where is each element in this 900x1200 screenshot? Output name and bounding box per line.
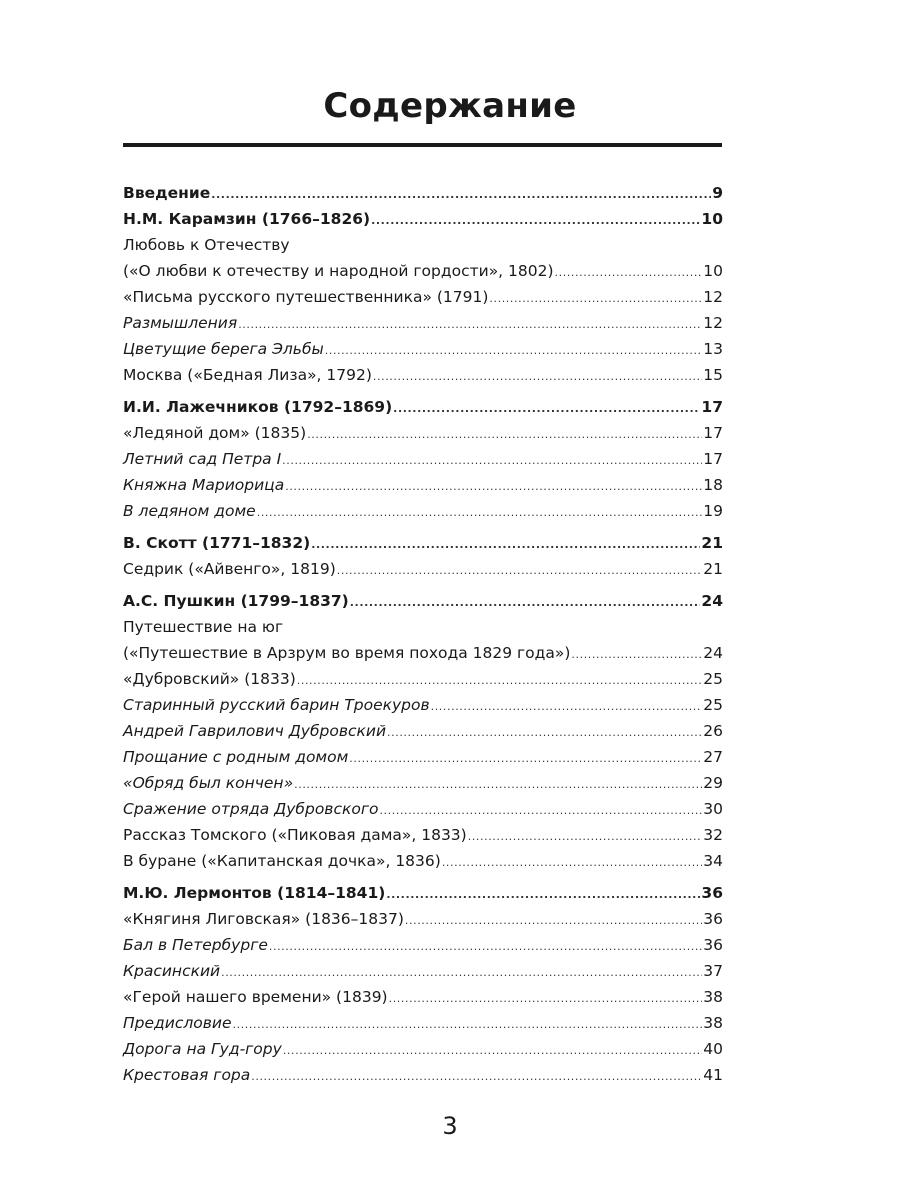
toc-entry [123,640,723,666]
toc-entry-title: «Письма русского путешественника» (1791) [123,288,489,306]
toc-entry [123,472,723,498]
toc-entry-title: Введение [123,184,211,202]
toc-entry-title: Княжна Мариорица [123,476,285,494]
toc-entry-title: «Герой нашего времени» (1839) [123,988,388,1006]
toc-entry-title: Крестовая гора [123,1066,251,1084]
toc-entry [123,1010,723,1036]
toc-section-heading [123,880,723,906]
page-title: Содержание [323,86,577,126]
toc-dot-leader [311,532,700,558]
toc-entry-page: 10 [701,210,723,228]
toc-dot-leader [393,396,700,422]
toc-entry [123,614,723,640]
toc-entry [123,932,723,958]
toc-section-heading [123,530,723,556]
toc-entry-title: В. Скотт (1771–1832) [123,534,311,552]
toc-entry-page: 17 [703,450,723,468]
toc-entry-page: 37 [703,962,723,980]
toc-entry-page: 32 [703,826,723,844]
toc-dot-leader [283,1038,702,1064]
toc-entry-page: 27 [703,748,723,766]
toc-entry [123,446,723,472]
toc-dot-leader [211,182,711,208]
toc-entry-page: 41 [703,1066,723,1084]
toc-dot-leader [297,668,703,694]
toc-entry-title: Бал в Петербурге [123,936,268,954]
toc-section-heading [123,180,723,206]
toc-entry-page: 19 [703,502,723,520]
toc-entry-title: «Дубровский» (1833) [123,670,296,688]
toc-entry-title: В буране («Капитанская дочка», 1836) [123,852,441,870]
toc-entry-page: 36 [701,884,723,902]
toc-dot-leader [389,986,703,1012]
toc-section-heading [123,206,723,232]
toc-entry-title: Андрей Гаврилович Дубровский [123,722,387,740]
toc-entry [123,822,723,848]
toc-entry-page: 12 [703,288,723,306]
toc-entry [123,692,723,718]
toc-entry-title: Прощание с родным домом [123,748,349,766]
toc-entry-page: 25 [703,670,723,688]
toc-entry-page: 10 [703,262,723,280]
toc-entry [123,498,723,524]
toc-entry [123,258,723,284]
toc-entry-title: «Ледяной дом» (1835) [123,424,307,442]
toc-entry-page: 9 [712,184,723,202]
toc-entry [123,718,723,744]
toc-dot-leader [337,558,703,584]
toc-entry-title: Дорога на Гуд-гору [123,1040,282,1058]
toc-entry-title: Предисловие [123,1014,232,1032]
toc-entry-title: И.И. Лажечников (1792–1869) [123,398,393,416]
toc-dot-leader [555,260,703,286]
toc-entry [123,420,723,446]
toc-entry [123,336,723,362]
toc-dot-leader [405,908,702,934]
toc-entry-page: 24 [703,644,723,662]
toc-dot-leader [251,1064,702,1090]
toc-entry [123,984,723,1010]
toc-dot-leader [269,934,702,960]
toc-entry-page: 17 [703,424,723,442]
toc-entry-page: 21 [701,534,723,552]
toc-entry-page: 40 [703,1040,723,1058]
toc-entry-page: 17 [701,398,723,416]
toc-dot-leader [379,798,702,824]
toc-dot-leader [285,474,702,500]
toc-entry [123,556,723,582]
toc-dot-leader [350,590,701,616]
toc-entry-title: Любовь к Отечеству [123,236,290,254]
toc-entry [123,1062,723,1088]
toc-dot-leader [373,364,702,390]
toc-dot-leader [571,642,702,668]
toc-entry-page: 24 [701,592,723,610]
toc-entry-page: 26 [703,722,723,740]
toc-entry-page: 12 [703,314,723,332]
toc-entry-title: М.Ю. Лермонтов (1814–1841) [123,884,386,902]
toc-entry-page: 34 [703,852,723,870]
toc-dot-leader [294,772,702,798]
toc-entry-title: Красинский [123,962,221,980]
toc-entry-title: Путешествие на юг [123,618,284,636]
toc-entry [123,284,723,310]
toc-entry-page: 36 [703,936,723,954]
toc-entry-title: Старинный русский барин Троекуров [123,696,430,714]
toc-entry [123,666,723,692]
page-number: 3 [442,1112,458,1140]
toc-entry-title: («О любви к отечеству и народной гордости», 1802) [123,262,554,280]
toc-entry-page: 25 [703,696,723,714]
toc-entry-page: 38 [703,988,723,1006]
toc-entry-title: «Княгиня Лиговская» (1836–1837) [123,910,404,928]
toc-entry [123,848,723,874]
toc-entry-page: 15 [703,366,723,384]
table-of-contents [123,180,723,1088]
toc-entry-title: Сражение отряда Дубровского [123,800,379,818]
toc-entry-page: 30 [703,800,723,818]
toc-entry-title: В ледяном доме [123,502,256,520]
title-underline [123,143,722,147]
toc-dot-leader [371,208,700,234]
toc-entry-page: 18 [703,476,723,494]
toc-entry-title: А.С. Пушкин (1799–1837) [123,592,349,610]
toc-dot-leader [387,720,702,746]
toc-dot-leader [232,1012,702,1038]
toc-dot-leader [431,694,703,720]
toc-entry-page: 13 [703,340,723,358]
toc-dot-leader [386,882,700,908]
toc-entry-title: Седрик («Айвенго», 1819) [123,560,336,578]
toc-entry-page: 21 [703,560,723,578]
toc-entry [123,744,723,770]
toc-entry [123,362,723,388]
toc-entry-title: Летний сад Петра I [123,450,282,468]
toc-entry [123,232,723,258]
toc-dot-leader [349,746,702,772]
toc-entry-page: 36 [703,910,723,928]
toc-dot-leader [468,824,703,850]
toc-entry [123,906,723,932]
toc-entry [123,310,723,336]
toc-entry-page: 29 [703,774,723,792]
toc-section-heading [123,588,723,614]
toc-entry-title: («Путешествие в Арзрум во время похода 1829 года») [123,644,571,662]
toc-entry-title: Цветущие берега Эльбы [123,340,324,358]
toc-entry [123,1036,723,1062]
toc-entry [123,958,723,984]
toc-entry-title: «Обряд был кончен» [123,774,294,792]
toc-dot-leader [257,500,703,526]
toc-entry-title: Размышления [123,314,238,332]
toc-dot-leader [282,448,702,474]
toc-section-heading [123,394,723,420]
toc-dot-leader [489,286,702,312]
toc-entry-page: 38 [703,1014,723,1032]
toc-dot-leader [442,850,702,876]
toc-dot-leader [221,960,702,986]
toc-entry [123,770,723,796]
toc-entry-title: Москва («Бедная Лиза», 1792) [123,366,372,384]
toc-dot-leader [238,312,702,338]
toc-entry-title: Рассказ Томского («Пиковая дама», 1833) [123,826,467,844]
toc-dot-leader [307,422,702,448]
toc-entry [123,796,723,822]
toc-dot-leader [325,338,703,364]
toc-entry-title: Н.М. Карамзин (1766–1826) [123,210,371,228]
